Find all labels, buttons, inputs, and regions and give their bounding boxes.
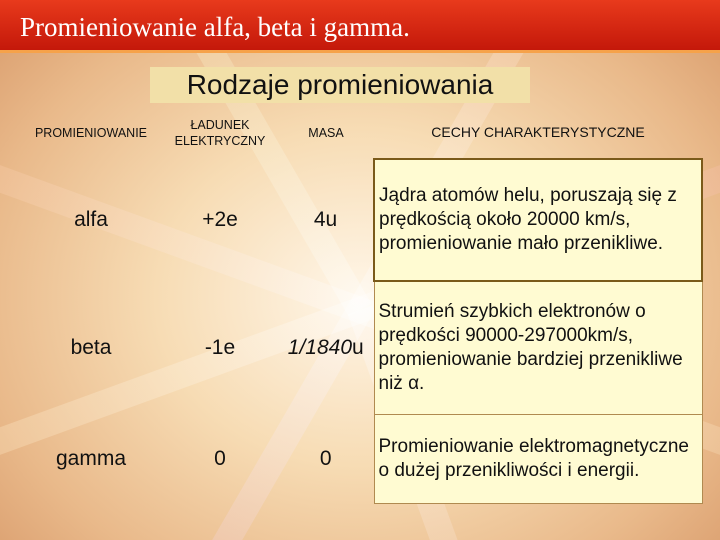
features-text: Strumień szybkich elektronów o prędkości 90000-297000km/s, promieniowanie bardziej przenikliwe niż α. bbox=[374, 281, 702, 415]
mass-value bbox=[278, 281, 374, 415]
radiation-type: gamma bbox=[55, 447, 127, 470]
mass-unit: u bbox=[352, 335, 364, 359]
column-header-mass: MASA bbox=[308, 125, 344, 140]
mass-value: 0 bbox=[319, 447, 332, 470]
radiation-type: beta bbox=[70, 335, 112, 359]
features-text: Promieniowanie elektromagnetyczne o dużej przenikliwości i energii. bbox=[374, 415, 702, 504]
slide-title: Promieniowanie alfa, beta i gamma. bbox=[20, 12, 410, 42]
column-header-features: CECHY CHARAKTERYSTYCZNE bbox=[431, 124, 645, 140]
column-header-charge: ŁADUNEK ELEKTRYCZNY bbox=[174, 117, 266, 148]
features-text: Jądra atomów helu, poruszają się z prędkością około 20000 km/s, promieniowanie mało przenikliwe. bbox=[374, 159, 702, 281]
table-header-row bbox=[20, 106, 702, 159]
radiation-table bbox=[20, 106, 703, 504]
table-row bbox=[20, 159, 702, 281]
radiation-type: alfa bbox=[74, 208, 108, 231]
section-heading: Rodzaje promieniowania bbox=[150, 67, 530, 103]
charge-value: +2e bbox=[202, 208, 238, 231]
table-row bbox=[20, 281, 702, 415]
charge-value: -1e bbox=[204, 335, 236, 359]
table-row bbox=[20, 415, 702, 504]
column-header-radiation: PROMIENIOWANIE bbox=[34, 125, 148, 140]
charge-value: 0 bbox=[214, 447, 226, 470]
mass-value: 4u bbox=[313, 208, 338, 231]
title-bar bbox=[0, 0, 720, 53]
mass-fraction: 1/1840 bbox=[287, 335, 353, 359]
